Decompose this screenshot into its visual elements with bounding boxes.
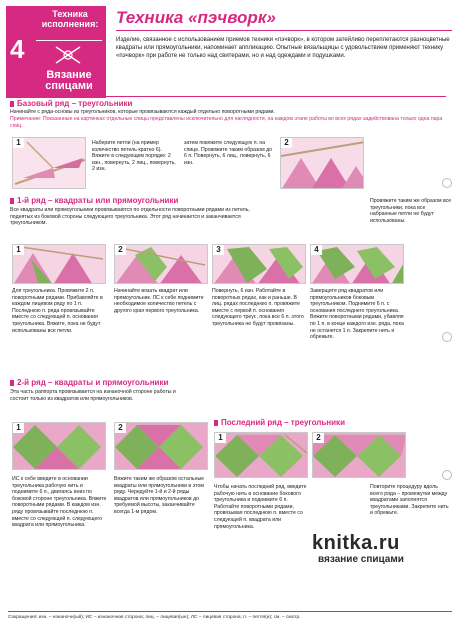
step-photo: [12, 422, 106, 470]
section-heading-last: Последний ряд – треугольники: [214, 418, 345, 428]
step-number: 2: [115, 245, 126, 255]
step-text: Повторите процедуру вдоль всего ряда – промежутки между квадратами заполнятся треугольниками. Закрепите нить и обрежьте.: [370, 484, 449, 517]
category-label-top: Техника исполнения:: [41, 9, 99, 29]
binder-hole: [442, 178, 452, 188]
step-photo: [212, 244, 306, 284]
category-label-bottom: Вязание спицами: [45, 69, 93, 92]
page-title: Техника «пэчворк»: [116, 8, 276, 27]
section-note: Примечание: Показанные на картинках отдельные спицы представлены исключительно для наглядности, на каждом этапе работы во всех рядах задействована только одна пара спиц.: [10, 116, 443, 129]
step-text: Наберите петли (на пример количество петель кратно 6). Вяжите в следующем порядке: 2 изн., повернуть, 2 лиц., повернуть, 2 изн.: [92, 140, 176, 173]
step-number: 2: [115, 423, 126, 433]
divider: [36, 40, 102, 41]
knitting-needles-icon: [54, 45, 82, 65]
step-number: 2: [281, 138, 292, 148]
step-number: 1: [13, 245, 24, 255]
step-text: Повернуть, 6 изн. Работайте в поворотных рядах, как и раньше. В лиц. рядах последнюю п. провяжите вместе с первой п. основания следующего треуг., пока все 6 п. этого треугольника не будут провязаны.: [212, 288, 304, 327]
step-number: 1: [13, 423, 24, 433]
step-number: 1: [215, 433, 226, 443]
step-photo: [280, 137, 364, 189]
step-photo: [12, 137, 86, 189]
step-text: Провяжите таким же образом все треугольники, пока все набранные петли не будут использованы.: [370, 198, 452, 224]
section-text-row2: Эта часть раппорта провязывается на изнаночной стороне работы и состоит только из квадратов или прямоугольников.: [10, 389, 176, 402]
step-text: Для треугольника. Провяжите 2 п. поворотными рядами. Прибавляйте в каждом лицевом ряду по 1 п. Последнюю п. ряда провязывайте вместе со следующей п. основания треугольника. Вяжите, пока не будут использованы все петли.: [12, 288, 103, 334]
abbreviations-footer: Сокращения: изн. – изнаночн(ый); ИС – изнаночная сторона; лиц. – лицевая(ые); ЛС – лицевая сторона; п. – петля(и); см. – смотр.: [8, 611, 452, 621]
step-text: Заверщите ряд квадратов или прямоугольников боковым треугольником. Поднимите 6 п. с основания последнего треугольника. Вяжите поворотными рядами, убавляя по 1 п. в конце каждого изн. ряда, пока не останется 1 п. Закрепите нить и обрежьте.: [310, 288, 404, 341]
step-photo: [114, 422, 208, 470]
watermark-site: knitka.ru: [312, 532, 400, 554]
step-number: 3: [213, 245, 224, 255]
section-text-base: Начинайте с ряда-основы из треугольников, которые провязываются каждый отдельно поворотными рядами.: [10, 109, 275, 115]
intro-text: Изделие, связанное с использованием приемов техники «пэчворк», в котором затейливо переплетаются разноцветные квадраты или прямоугольники, напоминает аппликацию. Опытные вязальщицы с удовольствием применяют технику «пэчворк» при работе не только над свитерами, но и над одеждами и подушками.: [116, 37, 450, 59]
section-heading-row1: 1-й ряд – квадраты или прямоугольники: [10, 196, 178, 206]
step-photo: [310, 244, 404, 284]
category-number: 4: [10, 34, 25, 64]
step-text: затем повяжите следующую п. на спице. Провяжите таким образом до 6 п. Повернуть, 6 лиц., повернуть, 6 изн.: [184, 140, 273, 166]
section-heading-row2: 2-й ряд – квадраты и прямоугольники: [10, 378, 168, 388]
step-photo: [114, 244, 208, 284]
step-text: Чтобы начать последний ряд, введите рабочую нить в основание бокового треугольника и поднимите 6 п. Работайте поворотными рядами, провязывая последнюю п. вместе со следующей п. квадрата или прямоугольника.: [214, 484, 307, 530]
binder-hole: [442, 470, 452, 480]
binder-hole: [442, 332, 452, 342]
step-photo: [12, 244, 106, 284]
title-divider: [116, 30, 452, 31]
step-text: Вяжите таким же образом остальные квадраты или прямоугольники в этом ряду. Чередуйте 1-й и 2-й ряды квадратов или прямоугольников до требуемой высоты, заканчивайте всегда 1-м рядом.: [114, 476, 205, 515]
step-text: Начинайте вязать квадрат или прямоугольник. ЛС к себе поднимите необходимое количество петель с другого края первого треугольника.: [114, 288, 204, 314]
step-photo: [214, 432, 308, 478]
section-divider: [6, 96, 446, 97]
step-text: ИС к себе введите в основании треугольника рабочую нить и поднимите 6 п., двигаясь вниз по боковой стороне треугольника. Вяжите поворотными рядами. В каждом изн. ряду провязывайте последнюю п. вместе со следующей п. следующего квадрата или прямоугольника.: [12, 476, 107, 529]
step-photo: [312, 432, 406, 478]
section-heading-base: Базовый ряд – треугольники: [10, 99, 132, 109]
step-number: 4: [311, 245, 322, 255]
step-number: 1: [13, 138, 24, 148]
category-badge: [6, 6, 106, 98]
section-text-row1: Все квадраты или прямоугольники провязываются по отдельности поворотными рядами из петель, поднятых из боковой стороны следующего треугольника. Этот ряд начинается и заканчивается треугольником.: [10, 207, 250, 227]
step-number: 2: [313, 433, 324, 443]
watermark-subtitle: вязание спицами: [318, 554, 404, 565]
